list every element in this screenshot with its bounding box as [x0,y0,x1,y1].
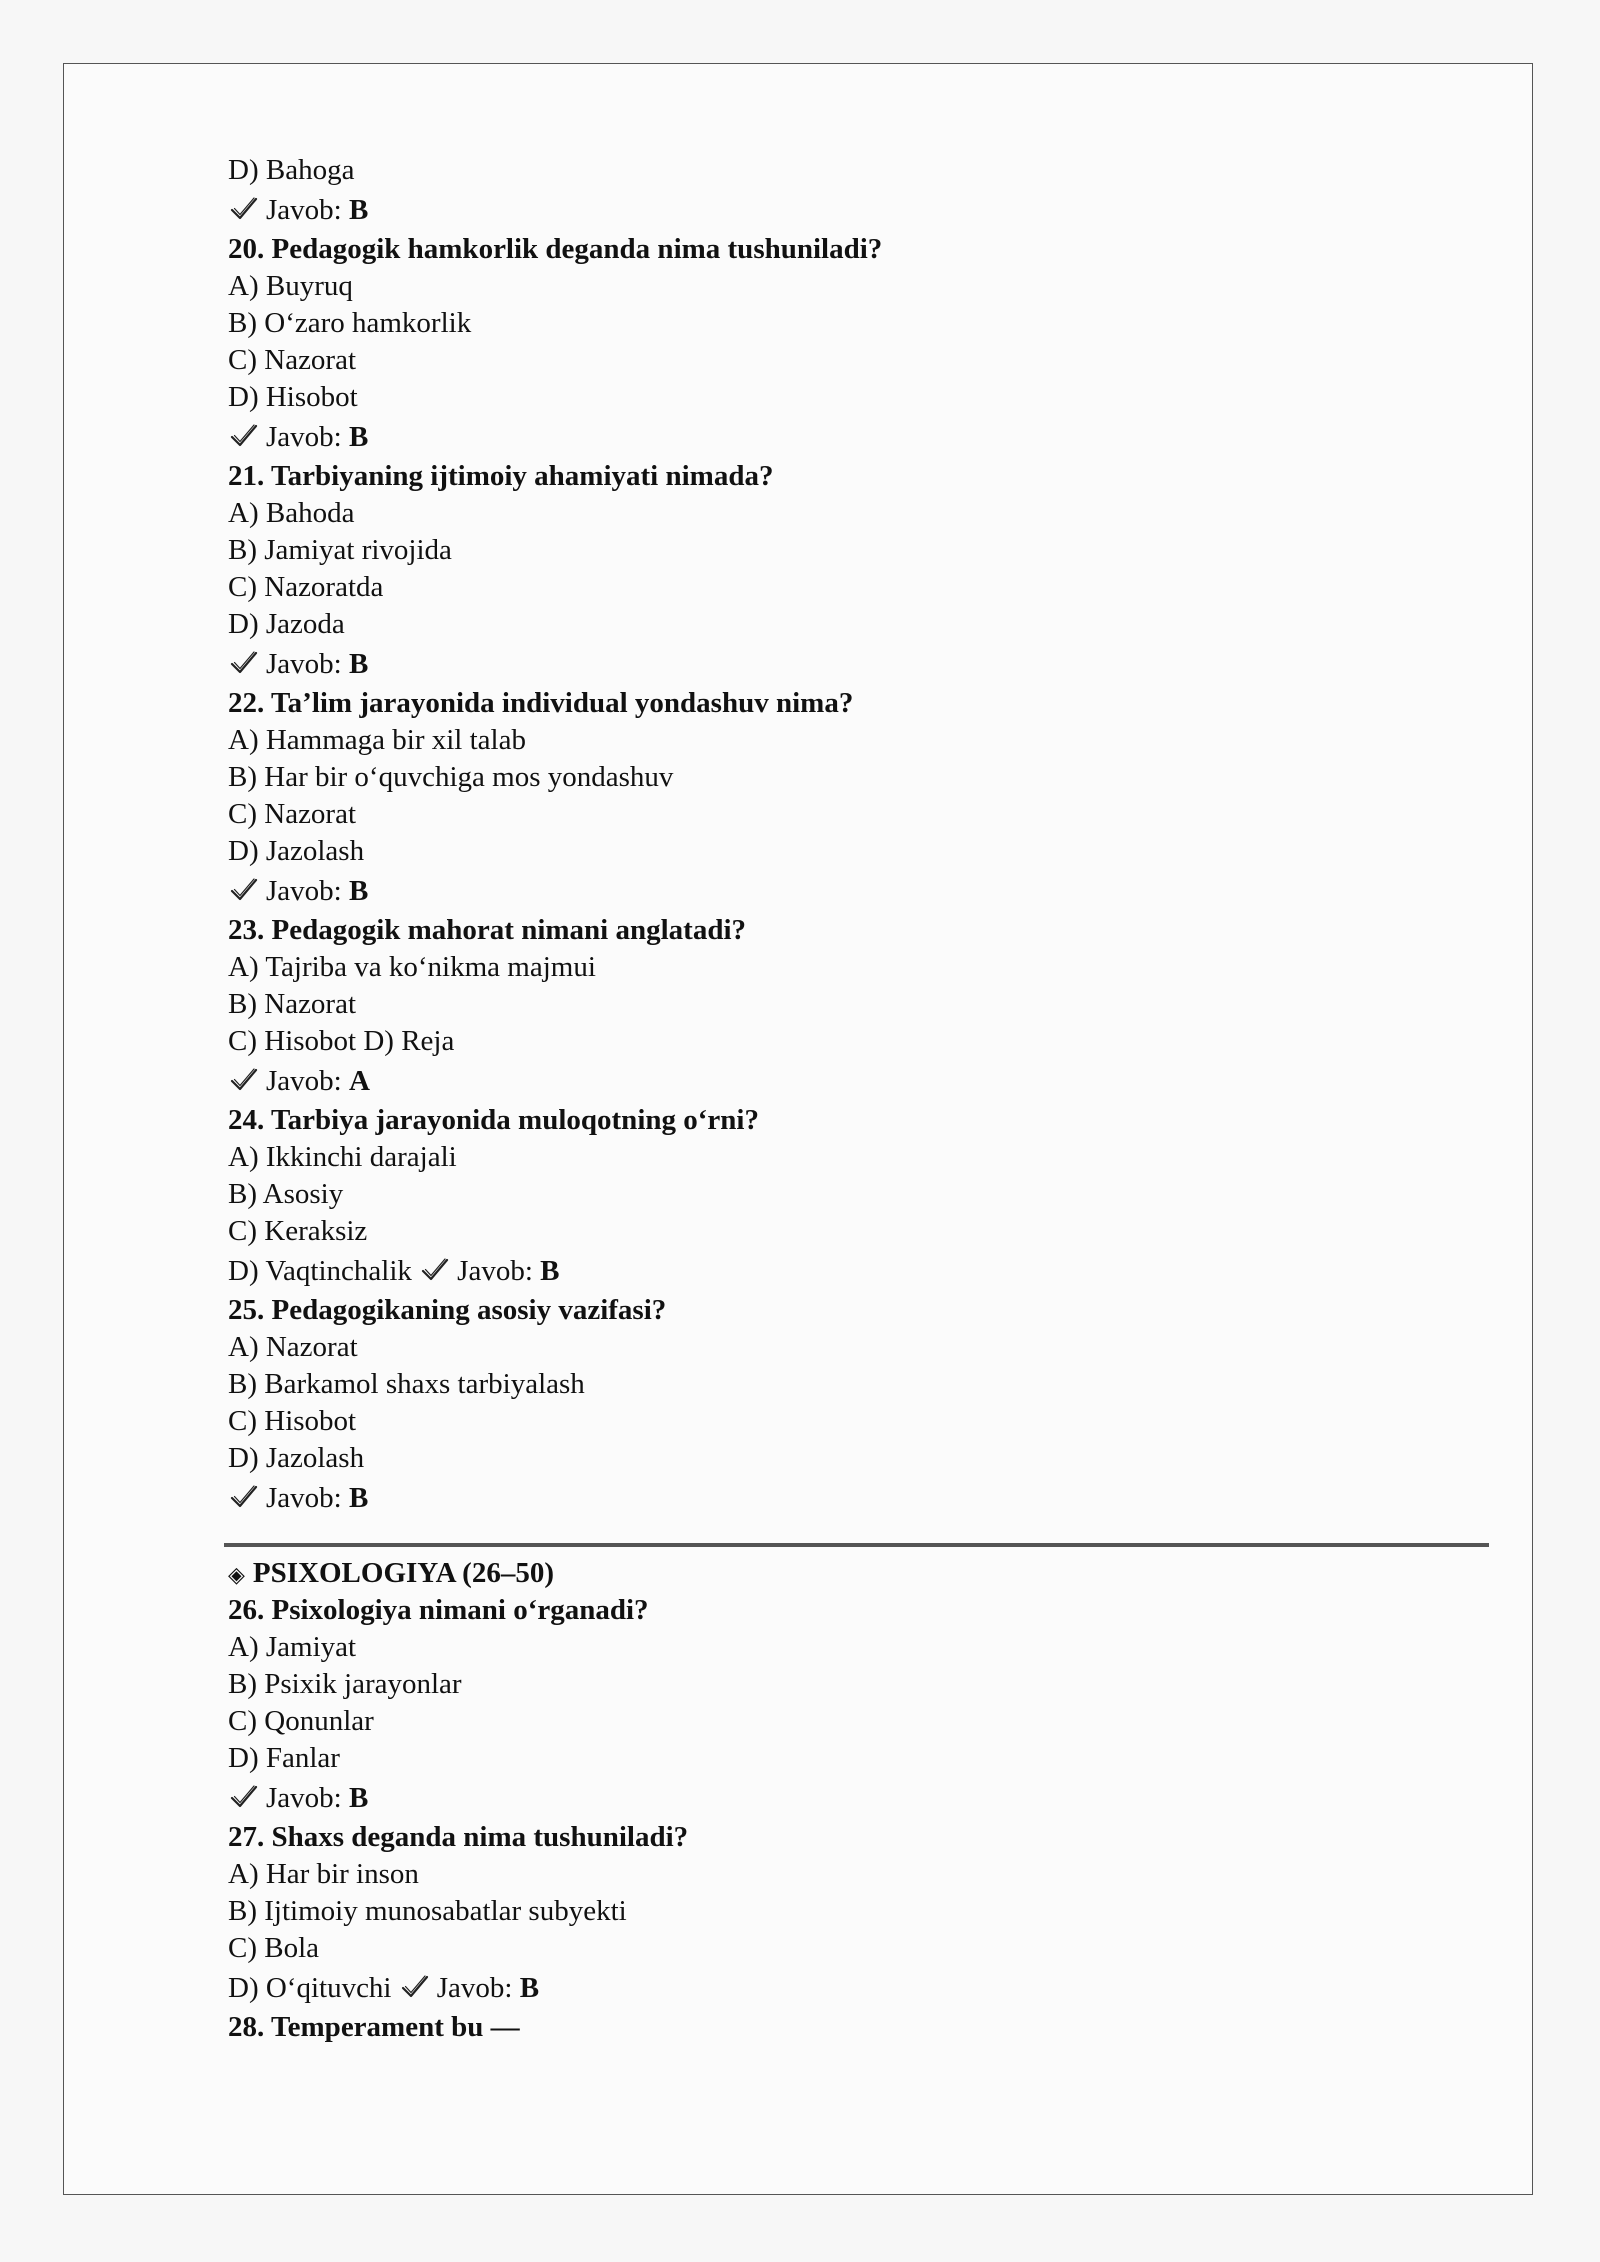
answer-label: Javob: [266,648,349,680]
answer-value: B [348,1482,369,1514]
answer-option: A) Har bir inson [228,1858,419,1890]
answer-option: B) Nazorat [228,988,357,1020]
answer-option: C) Qonunlar [228,1705,374,1737]
section-heading [228,1555,1428,1592]
answer-label: Javob: [266,875,349,907]
answer-label: Javob: [266,1782,349,1814]
answer-option: D) Bahoga [228,154,355,186]
answer-option: D) Vaqtinchalik [228,1255,420,1287]
answer-option: C) Nazorat [228,344,357,376]
answer-value: B [348,1782,369,1814]
answer-option: B) Jamiyat rivojida [228,534,452,566]
answer-key-line [228,1967,1428,2009]
answer-option: B) Har bir o‘quvchiga mos yondashuv [228,761,674,793]
answer-label: Javob: [266,1482,349,1514]
check-icon [228,1783,260,1811]
answer-value: B [348,421,369,453]
answer-key-line [228,1250,1428,1292]
answer-option: D) Jazoda [228,608,345,640]
answer-value: B [348,875,369,907]
answer-option: B) Asosiy [228,1178,344,1210]
question-text: 20. Pedagogik hamkorlik deganda nima tushuniladi? [228,233,883,265]
answer-label: Javob: [266,194,349,226]
answer-option: B) O‘zaro hamkorlik [228,307,472,339]
answer-option: C) Bola [228,1932,320,1964]
answer-key-line [228,189,1428,231]
answer-option: B) Barkamol shaxs tarbiyalash [228,1368,585,1400]
answer-key-line [228,1477,1428,1519]
answer-option: A) Bahoda [228,497,355,529]
answer-option: A) Jamiyat [228,1631,357,1663]
answer-option: C) Nazoratda [228,571,384,603]
answer-key-line [228,416,1428,458]
answer-key-line [228,1060,1428,1102]
check-icon [399,1973,431,2001]
answer-option: D) Jazolash [228,1442,365,1474]
answer-value: A [348,1065,370,1097]
question-text: 22. Ta’lim jarayonida individual yondashuv nima? [228,687,854,719]
answer-option: A) Buyruq [228,270,353,302]
question-text: 28. Temperament bu — [228,2011,520,2043]
answer-value: B [348,194,369,226]
answer-label: Javob: [436,1972,520,2004]
answer-option: B) Ijtimoiy munosabatlar subyekti [228,1895,627,1927]
answer-value: B [519,1972,540,2004]
question-text: 25. Pedagogikaning asosiy vazifasi? [228,1294,667,1326]
section-divider [224,1543,1489,1547]
answer-value: B [348,648,369,680]
check-icon [419,1256,451,1284]
question-text: 26. Psixologiya nimani o‘rganadi? [228,1594,649,1626]
answer-option: D) O‘qituvchi [228,1972,399,2004]
answer-option: C) Nazorat [228,798,357,830]
answer-key-line [228,1777,1428,1819]
check-icon [228,1483,260,1511]
answer-option: A) Hammaga bir xil talab [228,724,526,756]
answer-option: C) Hisobot D) Reja [228,1025,455,1057]
answer-option: A) Tajriba va ko‘nikma majmui [228,951,596,983]
question-text: 24. Tarbiya jarayonida muloqotning o‘rni? [228,1104,759,1136]
answer-key-line [228,870,1428,912]
answer-option: B) Psixik jarayonlar [228,1668,462,1700]
check-icon [228,649,260,677]
section-title: PSIXOLOGIYA (26–50) [252,1557,554,1589]
check-icon [228,195,260,223]
answer-option: D) Jazolash [228,835,365,867]
answer-key-line [228,643,1428,685]
answer-label: Javob: [266,1065,349,1097]
answer-option: C) Hisobot [228,1405,357,1437]
document-page [63,63,1533,2195]
answer-option: A) Ikkinchi darajali [228,1141,457,1173]
question-text: 21. Tarbiyaning ijtimoiy ahamiyati nimada? [228,460,774,492]
answer-label: Javob: [457,1255,541,1287]
diamond-icon: ◈ [228,1563,245,1588]
question-text: 23. Pedagogik mahorat nimani anglatadi? [228,914,747,946]
check-icon [228,1066,260,1094]
answer-option: C) Keraksiz [228,1215,368,1247]
document-content [228,152,1428,2046]
check-icon [228,876,260,904]
question-text: 27. Shaxs deganda nima tushuniladi? [228,1821,689,1853]
answer-label: Javob: [266,421,349,453]
answer-option: D) Fanlar [228,1742,340,1774]
answer-option: D) Hisobot [228,381,358,413]
answer-value: B [540,1255,560,1287]
check-icon [228,422,260,450]
answer-option: A) Nazorat [228,1331,358,1363]
